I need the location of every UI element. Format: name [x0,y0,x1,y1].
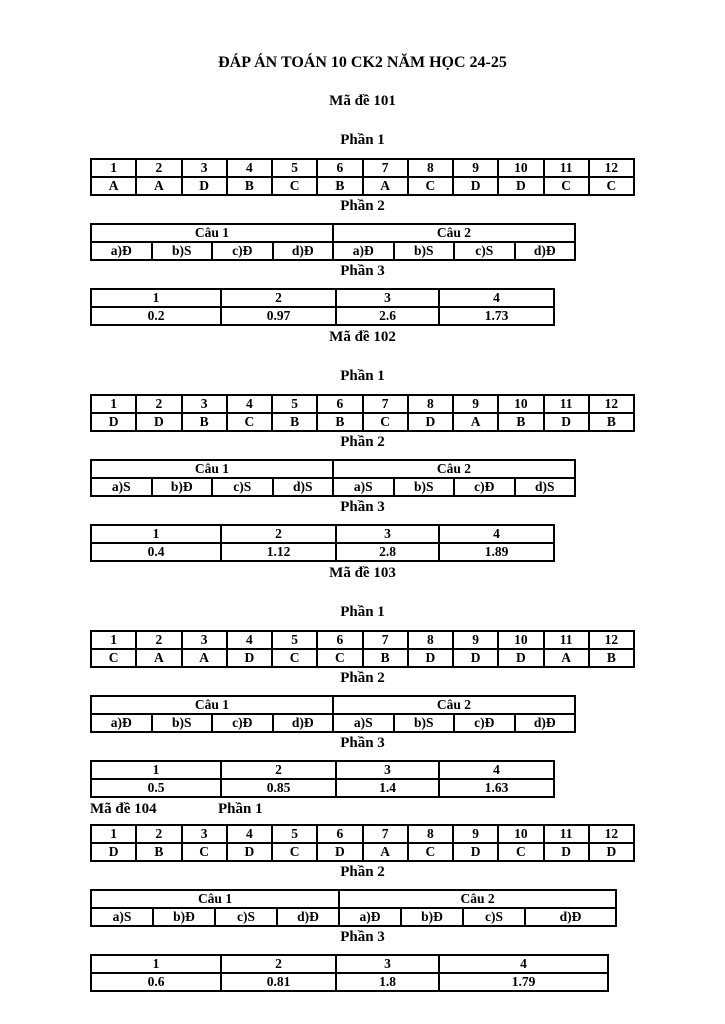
table-row [91,413,634,431]
question-group-header-cell: Câu 2 [333,224,575,242]
answer-cell: D [589,843,634,861]
question-number-cell: 8 [408,159,453,177]
question-number-cell: 1 [91,955,221,973]
question-number-cell: 2 [136,825,181,843]
question-group-header-cell: Câu 2 [333,460,575,478]
question-number-cell: 6 [317,395,362,413]
table-row [91,460,575,478]
table-body [91,955,608,991]
question-number-cell: 5 [272,395,317,413]
answer-cell: D [498,649,543,667]
question-number-cell: 4 [439,955,608,973]
part2-answer-table [90,223,576,261]
document-title: ĐÁP ÁN TOÁN 10 CK2 NĂM HỌC 24-25 [218,54,507,71]
question-group-header-cell: Câu 1 [91,460,333,478]
part1-answer-table [90,158,635,196]
truefalse-answer-cell: c)Đ [212,242,273,260]
truefalse-answer-cell: b)Đ [153,908,215,926]
table-row [91,825,634,843]
table-body [91,631,634,667]
answer-cell: A [136,177,181,195]
answer-cell: D [408,649,453,667]
answer-cell: D [91,843,136,861]
truefalse-answer-cell: b)S [394,242,455,260]
table-body [91,525,554,561]
part3-heading: Phần 3 [340,499,385,515]
question-number-cell: 7 [363,395,408,413]
question-number-cell: 7 [363,631,408,649]
question-number-cell: 5 [272,825,317,843]
answer-cell: C [363,413,408,431]
question-number-cell: 8 [408,631,453,649]
answer-cell: C [408,177,453,195]
truefalse-answer-cell: d)Đ [273,714,334,732]
answer-cell: B [363,649,408,667]
numeric-answer-cell: 1.63 [439,779,554,797]
truefalse-answer-cell: b)Đ [152,478,213,496]
answer-cell: A [363,843,408,861]
part2-answer-table [90,889,617,927]
part2-answer-table [90,695,576,733]
truefalse-answer-cell: a)S [91,908,153,926]
part1-answer-table [90,630,635,668]
table-row [91,955,608,973]
truefalse-answer-cell: a)Đ [91,714,152,732]
question-number-cell: 11 [544,159,589,177]
answer-cell: C [589,177,634,195]
table-body [91,890,616,926]
question-number-cell: 3 [182,159,227,177]
question-number-cell: 3 [336,955,439,973]
exam-code-heading: Mã đề 104 [90,801,157,817]
table-body [91,289,554,325]
numeric-answer-cell: 2.6 [336,307,439,325]
question-number-cell: 4 [227,825,272,843]
truefalse-answer-cell: d)Đ [515,714,576,732]
table-row [91,177,634,195]
question-number-cell: 6 [317,631,362,649]
table-body [91,696,575,732]
numeric-answer-cell: 1.73 [439,307,554,325]
document-body [90,93,635,992]
question-group-header-cell: Câu 2 [333,696,575,714]
part3-answer-table [90,288,555,326]
question-group-header-cell: Câu 1 [91,890,339,908]
truefalse-answer-cell: c)S [454,242,515,260]
question-number-cell: 7 [363,159,408,177]
truefalse-answer-cell: d)Đ [515,242,576,260]
part1-heading: Phần 1 [218,801,263,817]
question-number-cell: 9 [453,159,498,177]
question-number-cell: 7 [363,825,408,843]
exam-code-heading: Mã đề 101 [329,93,396,109]
truefalse-answer-cell: c)S [463,908,525,926]
answer-cell: D [544,843,589,861]
question-number-cell: 3 [182,631,227,649]
answer-cell: C [272,649,317,667]
answer-cell: A [91,177,136,195]
answer-cell: B [589,649,634,667]
numeric-answer-cell: 0.85 [221,779,336,797]
exam-code-heading: Mã đề 103 [329,565,396,581]
table-body [91,825,634,861]
question-number-cell: 1 [91,289,221,307]
part3-heading: Phần 3 [340,735,385,751]
table-row [91,242,575,260]
answer-cell: C [227,413,272,431]
table-row [91,696,575,714]
question-number-cell: 1 [91,825,136,843]
question-number-cell: 9 [453,395,498,413]
table-row [91,159,634,177]
truefalse-answer-cell: d)Đ [277,908,339,926]
table-row [91,843,634,861]
numeric-answer-cell: 0.6 [91,973,221,991]
question-number-cell: 10 [498,395,543,413]
question-number-cell: 5 [272,159,317,177]
truefalse-answer-cell: a)S [333,478,394,496]
part2-answer-table [90,459,576,497]
answer-cell: B [136,843,181,861]
question-number-cell: 3 [336,761,439,779]
truefalse-answer-cell: b)S [394,714,455,732]
answer-cell: B [589,413,634,431]
question-number-cell: 2 [221,289,336,307]
part1-answer-table [90,824,635,862]
truefalse-answer-cell: a)S [91,478,152,496]
answer-cell: B [272,413,317,431]
question-group-header-cell: Câu 1 [91,224,333,242]
question-number-cell: 4 [227,395,272,413]
answer-cell: D [182,177,227,195]
question-number-cell: 2 [136,631,181,649]
part1-heading: Phần 1 [340,604,385,620]
part2-heading: Phần 2 [340,434,385,450]
answer-cell: D [91,413,136,431]
question-number-cell: 10 [498,825,543,843]
table-row [91,631,634,649]
table-row [91,714,575,732]
question-number-cell: 9 [453,631,498,649]
question-number-cell: 10 [498,631,543,649]
question-number-cell: 10 [498,159,543,177]
answer-cell: A [544,649,589,667]
question-number-cell: 4 [439,761,554,779]
answer-cell: C [317,649,362,667]
truefalse-answer-cell: a)S [333,714,394,732]
question-number-cell: 6 [317,159,362,177]
numeric-answer-cell: 0.81 [221,973,336,991]
answer-cell: B [317,413,362,431]
question-number-cell: 11 [544,395,589,413]
table-row [91,908,616,926]
numeric-answer-cell: 0.5 [91,779,221,797]
table-row [91,224,575,242]
table-row [91,779,554,797]
question-number-cell: 11 [544,825,589,843]
part3-heading: Phần 3 [340,929,385,945]
answer-cell: D [453,649,498,667]
answer-cell: C [498,843,543,861]
table-body [91,761,554,797]
part2-heading: Phần 2 [340,198,385,214]
answer-cell: B [317,177,362,195]
question-number-cell: 4 [227,631,272,649]
truefalse-answer-cell: b)S [152,714,213,732]
answer-cell: A [363,177,408,195]
part3-answer-table [90,524,555,562]
answer-cell: D [544,413,589,431]
question-number-cell: 8 [408,825,453,843]
truefalse-answer-cell: c)S [212,478,273,496]
truefalse-answer-cell: c)Đ [454,478,515,496]
answer-cell: C [408,843,453,861]
table-body [91,460,575,496]
numeric-answer-cell: 0.4 [91,543,221,561]
table-row [91,973,608,991]
truefalse-answer-cell: b)Đ [401,908,463,926]
question-number-cell: 1 [91,631,136,649]
question-number-cell: 8 [408,395,453,413]
numeric-answer-cell: 1.4 [336,779,439,797]
table-body [91,224,575,260]
answer-cell: A [453,413,498,431]
question-number-cell: 9 [453,825,498,843]
question-number-cell: 12 [589,395,634,413]
question-number-cell: 4 [439,289,554,307]
question-number-cell: 4 [439,525,554,543]
answer-cell: D [227,843,272,861]
table-row [91,289,554,307]
answer-cell: A [182,649,227,667]
truefalse-answer-cell: d)Đ [273,242,334,260]
numeric-answer-cell: 0.97 [221,307,336,325]
question-number-cell: 12 [589,631,634,649]
table-row [91,478,575,496]
answer-cell: D [453,843,498,861]
question-number-cell: 4 [227,159,272,177]
answer-cell: C [272,177,317,195]
numeric-answer-cell: 1.12 [221,543,336,561]
table-row [91,761,554,779]
answer-cell: D [453,177,498,195]
answer-cell: B [227,177,272,195]
answer-cell: D [498,177,543,195]
numeric-answer-cell: 0.2 [91,307,221,325]
answer-cell: C [182,843,227,861]
part3-answer-table [90,954,609,992]
question-number-cell: 12 [589,825,634,843]
part1-heading: Phần 1 [340,368,385,384]
question-number-cell: 3 [182,395,227,413]
truefalse-answer-cell: c)S [215,908,277,926]
table-row [91,890,616,908]
table-row [91,395,634,413]
question-number-cell: 3 [182,825,227,843]
question-number-cell: 2 [136,395,181,413]
truefalse-answer-cell: c)Đ [212,714,273,732]
truefalse-answer-cell: a)Đ [339,908,401,926]
answer-cell: D [227,649,272,667]
part1-answer-table [90,394,635,432]
truefalse-answer-cell: d)S [273,478,334,496]
question-number-cell: 3 [336,525,439,543]
exam-code-and-part1-line [90,801,635,818]
part3-answer-table [90,760,555,798]
question-number-cell: 2 [136,159,181,177]
answer-cell: D [408,413,453,431]
numeric-answer-cell: 2.8 [336,543,439,561]
answer-cell: C [272,843,317,861]
question-number-cell: 3 [336,289,439,307]
answer-cell: B [498,413,543,431]
question-group-header-cell: Câu 1 [91,696,333,714]
answer-cell: D [136,413,181,431]
truefalse-answer-cell: d)S [515,478,576,496]
answer-cell: B [182,413,227,431]
question-number-cell: 12 [589,159,634,177]
truefalse-answer-cell: a)Đ [91,242,152,260]
answer-cell: D [317,843,362,861]
truefalse-answer-cell: b)S [394,478,455,496]
question-number-cell: 2 [221,955,336,973]
question-number-cell: 6 [317,825,362,843]
table-body [91,395,634,431]
numeric-answer-cell: 1.89 [439,543,554,561]
part3-heading: Phần 3 [340,263,385,279]
question-number-cell: 1 [91,395,136,413]
question-number-cell: 1 [91,761,221,779]
truefalse-answer-cell: c)Đ [454,714,515,732]
table-row [91,307,554,325]
table-row [91,649,634,667]
question-number-cell: 11 [544,631,589,649]
answer-cell: C [544,177,589,195]
truefalse-answer-cell: b)S [152,242,213,260]
question-number-cell: 5 [272,631,317,649]
question-group-header-cell: Câu 2 [339,890,616,908]
table-row [91,525,554,543]
question-number-cell: 1 [91,159,136,177]
question-number-cell: 2 [221,525,336,543]
question-number-cell: 2 [221,761,336,779]
numeric-answer-cell: 1.79 [439,973,608,991]
truefalse-answer-cell: a)Đ [333,242,394,260]
question-number-cell: 1 [91,525,221,543]
exam-code-heading: Mã đề 102 [329,329,396,345]
numeric-answer-cell: 1.8 [336,973,439,991]
part2-heading: Phần 2 [340,864,385,880]
part1-heading: Phần 1 [340,132,385,148]
answer-cell: C [91,649,136,667]
table-row [91,543,554,561]
answer-cell: A [136,649,181,667]
part2-heading: Phần 2 [340,670,385,686]
table-body [91,159,634,195]
truefalse-answer-cell: d)Đ [525,908,616,926]
